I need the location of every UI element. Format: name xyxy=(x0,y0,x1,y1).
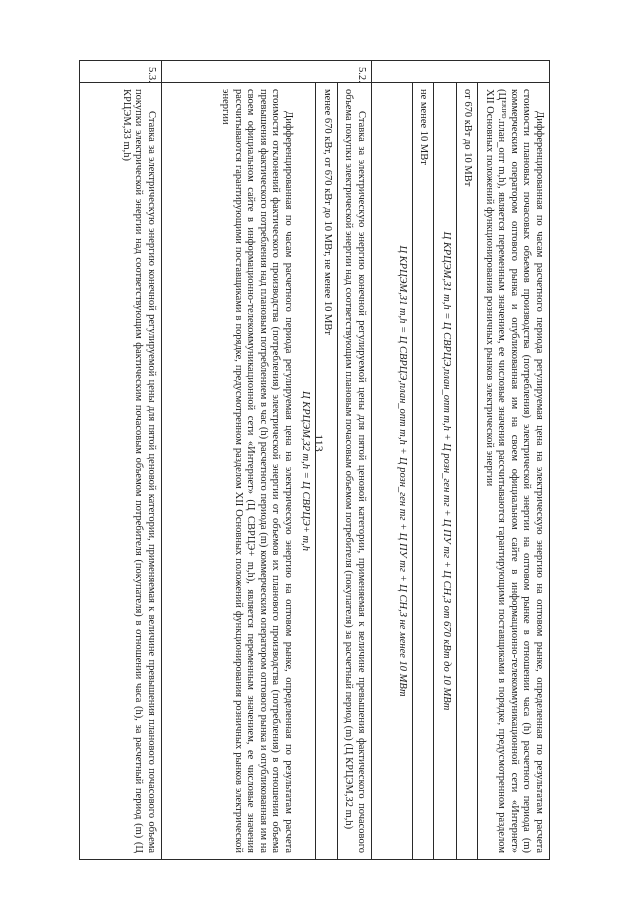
row-intro-text: Ставка за электрическую энергию конечной регулируемой цены для пятой ценовой категории, применяемая к величине превышения планового почасового объема покупки электрической энергии над соответствующим фактическим почасовым объемом потребителя (покупателя) в отношении часа (h), за расчетный период (m) (Ц КРЦЭМ,З3 m,h) xyxy=(121,89,157,853)
row-intro-text: Дифференцированная по часам расчетного периода регулируемая цена на электрическую энергию на оптовом рынке, определенная по результатам расчета стоимости плановых почасовых объемов производства (потребления) электрической энергии на оптовом рынке в отношении часа (h) расчетного периода (m) коммерческим оператором оптового рынка и опубликованная им на своем официальном сайте в информационно-телекоммуникационной сети «Интернет» (Цᴱᴿᴵᴾᴰ.план_опт m,h), является переменным значением, ее числовые значения рассчитываются гарантирующими поставщиками в порядке, предусмотренном разделом XII Основных положений функционирования розничных рынков электрической энергии xyxy=(484,89,545,853)
row-content xyxy=(372,83,550,860)
row-body-text: Дифференцированная по часам расчетного периода регулируемая цена на электрическую энергию на оптовом рынке, определенная по результатам расчета стоимости отклонений фактического производства (потребления) электрической энергии от объемов их планового производства (потребления) в отношении объема превышения фактического потребления над плановым потреблением в час (h) расчетного периода (m) коммерческим оператором оптового рынка и опубликованная им на своем официальном сайте в информационно-телекоммуникационной сети «Интернет» (Ц СВРЦЭ+ m,h), является переменным значением, ее числовые значения рассчитываются гарантирующими поставщиками в порядке, предусмотренном разделом XII Основных положений функционирования розничных рынков электрической энергии xyxy=(220,89,294,853)
row-intro-text: Ставка за электрическую энергию конечной регулируемой цены для пятой ценовой категории, применяемая к величине превышения фактического почасового объема покупки электрической энергии над соответствующим плановым почасовым объемом потребителя (покупателя) за расчетный период (m) (Ц КРЦЭМ,З2 m,h) xyxy=(343,89,367,853)
table-row xyxy=(162,61,372,860)
formula: Ц КРЦЭМ,З1 m,h = Ц СВРЦЭ,план_опт m,h + Ц розн_ген mг + Ц ПУ mг + Ц СН,З не менее 10 МВт xyxy=(397,245,408,697)
formula: Ц КРЦЭМ,З1 m,h = Ц СВРЦЭ,план_опт m,h + Ц розн_ген mг + Ц ПУ mг + Ц СН,З от 670 кВт до 10 МВт xyxy=(441,231,452,711)
divider xyxy=(456,83,457,859)
row-content xyxy=(80,83,162,860)
formula: Ц КРЦЭМ,З2 m,h = Ц СВРЦЭ+ m,h xyxy=(300,391,312,551)
divider xyxy=(434,83,435,859)
divider xyxy=(316,83,317,859)
row-number: 5.3. xyxy=(80,61,162,83)
table-row xyxy=(80,61,162,860)
row-number: 5.2. xyxy=(162,61,372,83)
row-number xyxy=(372,61,550,83)
divider xyxy=(412,83,413,859)
rotated-table-wrapper xyxy=(80,60,550,860)
capacity-label: от 670 кВт до 10 МВт xyxy=(462,89,474,187)
divider xyxy=(337,83,338,859)
capacity-label: менее 670 кВт, от 670 кВт до 10 МВт, не менее 10 МВт xyxy=(322,89,333,335)
capacity-label: не менее 10 МВт xyxy=(418,89,430,165)
tariff-table xyxy=(79,60,550,860)
table-row xyxy=(372,61,550,860)
page-number: 113 xyxy=(312,434,326,452)
row-content xyxy=(162,83,372,860)
divider xyxy=(478,83,479,859)
